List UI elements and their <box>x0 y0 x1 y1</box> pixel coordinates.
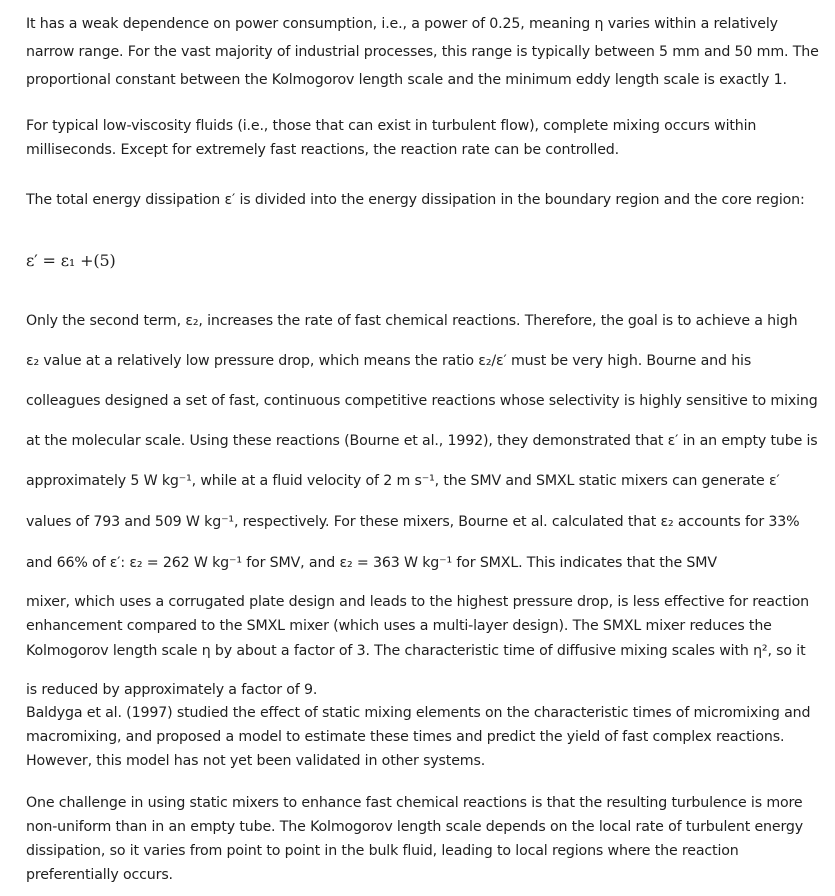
text-line: ε₂ value at a relatively low pressure drop, which means the ratio ε₂/ε′ must be very high. Bourne and his <box>26 353 752 369</box>
text-line: at the molecular scale. Using these reactions (Bourne et al., 1992), they demonstrated that ε′ in an empty tube is <box>26 433 818 449</box>
text-line: mixer, which uses a corrugated plate design and leads to the highest pressure drop, is less effective for reaction <box>26 594 809 610</box>
text-line: Kolmogorov length scale η by about a factor of 3. The characteristic time of diffusive mixing scales with η², so it <box>26 643 806 659</box>
text-line: is reduced by approximately a factor of 9. <box>26 682 318 698</box>
paragraph-baldyga-model: Baldyga et al. (1997) studied the effect of static mixing elements on the characteristic times of micromixing and macromixing, and proposed a model to estimate these times and predict the yield of fast complex reactions. However, this model has not yet been validated in other systems. <box>26 705 811 769</box>
paragraph-power-dependence: It has a weak dependence on power consumption, i.e., a power of 0.25, meaning η varies within a relatively narrow range. For the vast majority of industrial processes, this range is typically between 5 mm and 50 mm. The proportional constant between the Kolmogorov length scale and the minimum eddy length scale is exactly 1. <box>26 16 819 88</box>
text-line: colleagues designed a set of fast, continuous competitive reactions whose selectivity is highly sensitive to mixing <box>26 393 818 409</box>
text-line: approximately 5 W kg⁻¹, while at a fluid velocity of 2 m s⁻¹, the SMV and SMXL static mixers can generate ε′ <box>26 473 780 489</box>
paragraph-energy-dissipation-intro: The total energy dissipation ε′ is divided into the energy dissipation in the boundary region and the core region: <box>26 192 805 208</box>
paragraph-low-viscosity-mixing: For typical low-viscosity fluids (i.e., those that can exist in turbulent flow), complete mixing occurs within milliseconds. Except for extremely fast reactions, the reaction rate can be controlled. <box>26 118 757 158</box>
text-line: values of 793 and 509 W kg⁻¹, respectively. For these mixers, Bourne et al. calculated that ε₂ accounts for 33% <box>26 514 800 530</box>
equation-5: ε′ = ε₁ +(5) <box>26 251 116 270</box>
paragraph-static-mixer-challenge: One challenge in using static mixers to enhance fast chemical reactions is that the resulting turbulence is more non-uniform than in an empty tube. The Kolmogorov length scale depends on the local rate of turbulent energy dissipation, so it varies from point to point in the bulk fluid, leading to local regions where the reaction preferentially occurs. <box>26 795 804 883</box>
text-line: Only the second term, ε₂, increases the rate of fast chemical reactions. Therefore, the goal is to achieve a high <box>26 313 798 329</box>
paragraph-bourne-results <box>26 308 821 702</box>
text-line: and 66% of ε′: ε₂ = 262 W kg⁻¹ for SMV, and ε₂ = 363 W kg⁻¹ for SMXL. This indicates that the SMV <box>26 555 717 571</box>
text-line: enhancement compared to the SMXL mixer (which uses a multi-layer design). The SMXL mixer reduces the <box>26 618 772 634</box>
